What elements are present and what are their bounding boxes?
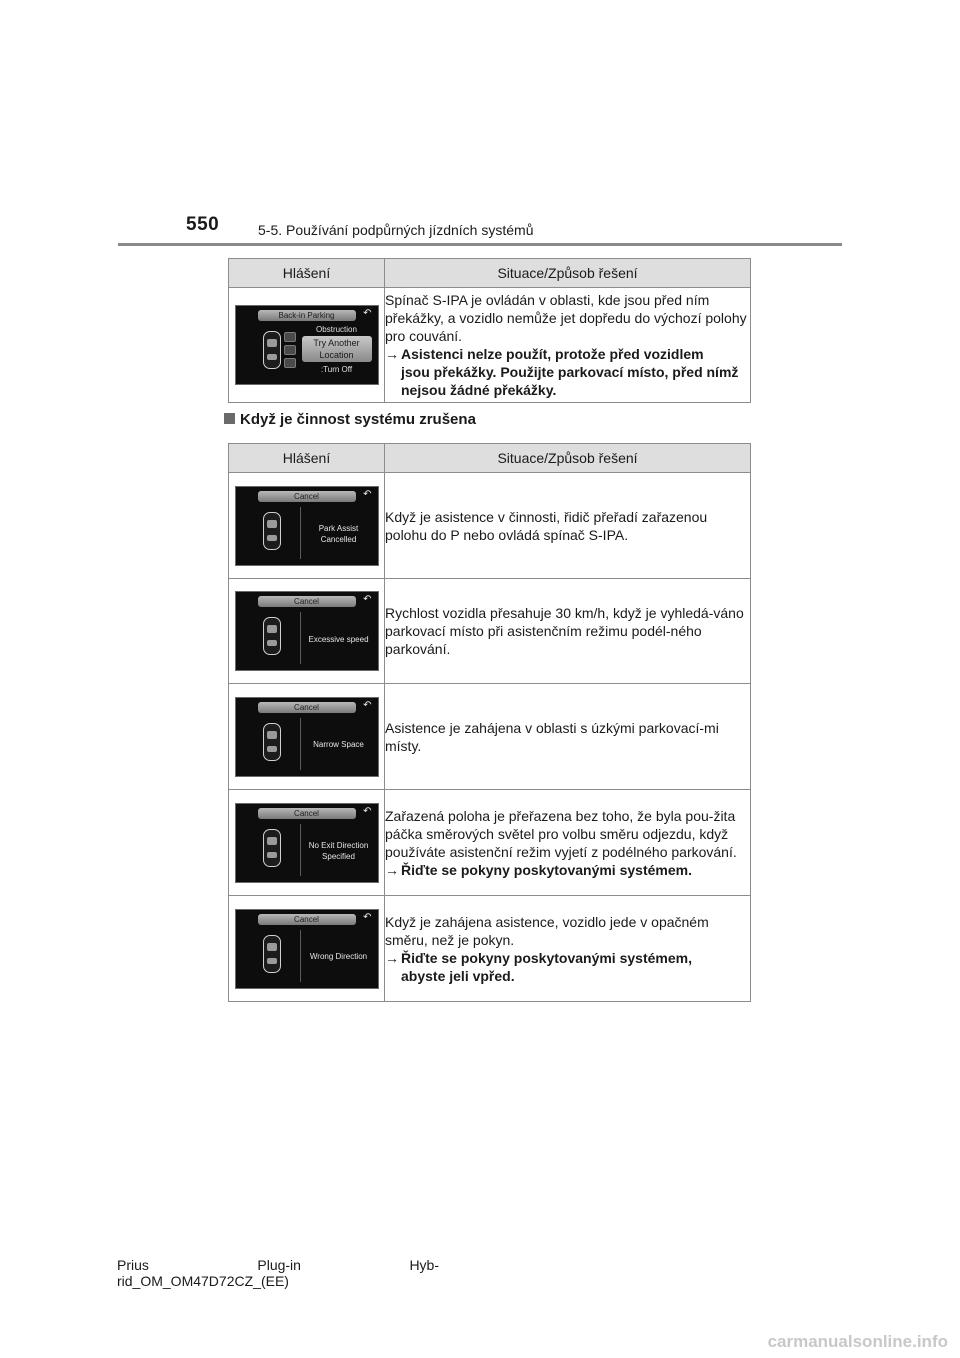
- car-icon: [263, 617, 281, 655]
- car-icon: [263, 723, 281, 761]
- screen-title-bar: Cancel: [258, 702, 356, 713]
- table-row: [229, 684, 751, 790]
- back-arrow-icon: ↶: [363, 805, 372, 817]
- situation-cell: [385, 790, 751, 896]
- footer: [117, 1257, 439, 1289]
- screen-message: No Exit Direction Specified: [308, 840, 369, 861]
- table-row: [229, 896, 751, 1002]
- solution-text: Asistenci nelze použít, protože před vozidlem: [401, 346, 704, 362]
- display-screen-excessive-speed: [235, 591, 379, 671]
- car-icon: [263, 331, 281, 369]
- try-another-location-button: Try Another Location: [302, 336, 372, 362]
- screen-cell: [229, 684, 385, 790]
- screen-message: Wrong Direction: [309, 952, 368, 961]
- table-header: [229, 259, 751, 288]
- subheading-text: Když je činnost systému zrušena: [240, 411, 476, 428]
- screen-cell: [229, 473, 385, 579]
- sensor-icon: [284, 345, 296, 355]
- display-screen-wrong-direction: [235, 909, 379, 989]
- footer-line-2: rid_OM_OM47D72CZ_(EE): [117, 1273, 289, 1289]
- screen-cell: [229, 896, 385, 1002]
- screen-divider: [300, 718, 301, 770]
- obstruction-panel: [298, 325, 376, 383]
- header-rule: [118, 243, 842, 246]
- situation-text: Rychlost vozidla přesahuje 30 km/h, když je vyhledá-váno parkovací místo při asistenčním režimu podél-ného parkování.: [385, 605, 744, 657]
- display-screen-no-exit-direction: [235, 803, 379, 883]
- arrow-icon: →: [385, 949, 399, 966]
- arrow-icon: →: [385, 861, 399, 878]
- arrow-icon: →: [385, 346, 399, 362]
- footer-word: Prius: [117, 1257, 149, 1273]
- screen-cell: [229, 579, 385, 684]
- watermark: carmanualsonline.info: [767, 1332, 948, 1351]
- back-arrow-icon: ↶: [363, 911, 372, 923]
- solution-text-continued: jsou překážky. Použijte parkovací místo, před nímž nejsou žádné překážky.: [401, 364, 739, 398]
- situation-cell: [385, 684, 751, 790]
- screen-title-bar: Back-in Parking: [258, 310, 356, 321]
- car-icon: [263, 512, 281, 550]
- solution-text-continued: abyste jeli vpřed.: [401, 967, 515, 984]
- obstruction-label: Obstruction: [316, 325, 357, 334]
- column-header-situation: Situace/Způsob řešení: [385, 259, 751, 288]
- solution-hint: [385, 949, 750, 985]
- screen-divider: [300, 824, 301, 876]
- car-icon: [263, 829, 281, 867]
- back-arrow-icon: ↶: [363, 488, 372, 500]
- back-arrow-icon: ↶: [363, 308, 372, 319]
- situation-cell: [385, 288, 751, 403]
- screen-message: Narrow Space: [313, 740, 364, 749]
- table-row: [229, 288, 751, 403]
- situation-cell: [385, 473, 751, 579]
- situation-text: Asistence je zahájena v oblasti s úzkými parkovací-mi místy.: [385, 719, 719, 754]
- table-header: [229, 444, 751, 473]
- display-screen-obstruction: [235, 305, 379, 385]
- screen-cell: [229, 288, 385, 403]
- screen-message: Excessive speed: [308, 634, 369, 644]
- cancellation-table: [228, 443, 751, 1002]
- subheading: [224, 411, 476, 428]
- screen-title-bar: Cancel: [258, 808, 356, 819]
- back-arrow-icon: ↶: [363, 594, 372, 605]
- column-header-situation: Situace/Způsob řešení: [385, 444, 751, 473]
- screen-title-bar: Cancel: [258, 491, 356, 502]
- solution-text: Řiďte se pokyny poskytovanými systémem.: [401, 861, 692, 878]
- column-header-message: Hlášení: [229, 444, 385, 473]
- screen-divider: [300, 930, 301, 982]
- turn-off-label: :Turn Off: [320, 365, 353, 374]
- display-screen-narrow-space: [235, 697, 379, 777]
- screen-divider: [300, 612, 301, 664]
- table-row: [229, 790, 751, 896]
- situation-cell: [385, 579, 751, 684]
- table-row: [229, 473, 751, 579]
- solution-hint: [385, 345, 750, 399]
- sensor-icon: [284, 358, 296, 368]
- footer-word: Plug-in: [257, 1257, 301, 1273]
- screen-message: Park Assist Cancelled: [318, 523, 359, 544]
- display-screen-park-assist-cancelled: [235, 486, 379, 566]
- situation-text: Zařazená poloha je přeřazena bez toho, že byla pou-žita páčka směrových světel pro volbu směru odjezdu, když používáte asistenční režim vyjetí z podélného parkování.: [385, 807, 737, 860]
- screen-title-bar: Cancel: [258, 596, 356, 607]
- solution-hint: [385, 861, 750, 879]
- back-arrow-icon: ↶: [363, 699, 372, 711]
- obstruction-table: [228, 258, 751, 403]
- situation-text: Když je zahájena asistence, vozidlo jede v opačném směru, než je pokyn.: [385, 913, 709, 948]
- square-bullet-icon: [224, 413, 235, 424]
- sensor-icon: [284, 332, 296, 342]
- screen-divider: [300, 507, 301, 559]
- solution-text: Řiďte se pokyny poskytovanými systémem,: [401, 949, 692, 966]
- footer-word: Hyb-: [409, 1257, 439, 1273]
- screen-title-bar: Cancel: [258, 914, 356, 925]
- situation-text: Spínač S-IPA je ovládán v oblasti, kde jsou před ním překážky, a vozidlo nemůže jet dopředu do výchozí polohy pro couvání.: [385, 292, 747, 344]
- column-header-message: Hlášení: [229, 259, 385, 288]
- table-row: [229, 579, 751, 684]
- car-icon: [263, 935, 281, 973]
- page-number: 550: [186, 214, 220, 235]
- section-title: 5-5. Používání podpůrných jízdních systémů: [258, 222, 534, 238]
- situation-cell: [385, 896, 751, 1002]
- situation-text: Když je asistence v činnosti, řidič přeřadí zařazenou polohu do P nebo ovládá spínač S-IPA.: [385, 508, 708, 543]
- screen-cell: [229, 790, 385, 896]
